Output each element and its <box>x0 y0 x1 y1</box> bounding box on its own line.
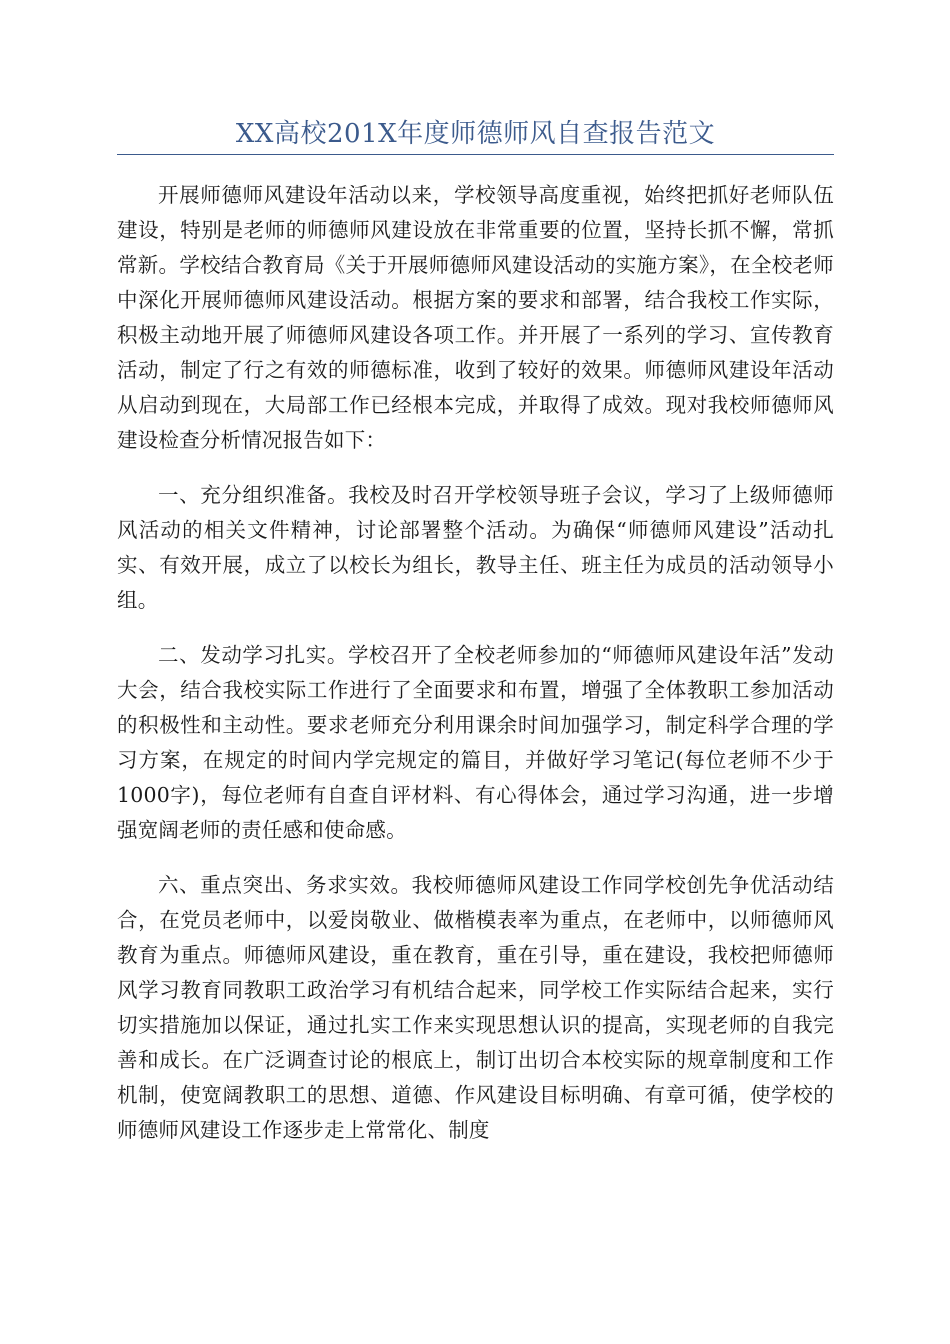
paragraph-section-6: 六、重点突出、务求实效。我校师德师风建设工作同学校创先争优活动结合，在党员老师中，以爱岗敬业、做楷模表率为重点，在老师中，以师德师风教育为重点。师德师风建设，重在教育，重在引导，重在建设，我校把师德师风学习教育同教职工政治学习有机结合起来，同学校工作实际结合起来，实行切实措施加以保证，通过扎实工作来实现思想认识的提高，实现老师的自我完善和成长。在广泛调查讨论的根底上，制订出切合本校实际的规章制度和工作机制，使宽阔教职工的思想、道德、作风建设目标明确、有章可循，使学校的师德师风建设工作逐步走上常常化、制度 <box>117 873 834 1142</box>
title-underline <box>117 154 834 155</box>
paragraph-section-2: 二、发动学习扎实。学校召开了全校老师参加的“师德师风建设年活”发动大会，结合我校实际工作进行了全面要求和布置，增强了全体教职工参加活动的积极性和主动性。要求老师充分利用课余时间加强学习，制定科学合理的学习方案，在规定的时间内学完规定的篇目，并做好学习笔记(每位老师不少于1000字)，每位老师有自查自评材料、有心得体会，通过学习沟通，进一步增强宽阔老师的责任感和使命感。 <box>117 643 834 842</box>
document-body <box>117 178 834 1168</box>
document-title: XX高校201X年度师德师风自查报告范文 <box>235 119 716 149</box>
paragraph-intro: 开展师德师风建设年活动以来，学校领导高度重视，始终把抓好老师队伍建设，特别是老师的师德师风建设放在非常重要的位置，坚持长抓不懈，常抓常新。学校结合教育局《关于开展师德师风建设活动的实施方案》，在全校老师中深化开展师德师风建设活动。根据方案的要求和部署，结合我校工作实际，积极主动地开展了师德师风建设各项工作。并开展了一系列的学习、宣传教育活动，制定了行之有效的师德标准，收到了较好的效果。师德师风建设年活动从启动到现在，大局部工作已经根本完成，并取得了成效。现对我校师德师风建设检查分析情况报告如下： <box>117 183 834 452</box>
paragraph-section-1: 一、充分组织准备。我校及时召开学校领导班子会议，学习了上级师德师风活动的相关文件精神，讨论部署整个活动。为确保“师德师风建设”活动扎实、有效开展，成立了以校长为组长，教导主任、班主任为成员的活动领导小组。 <box>117 483 834 612</box>
